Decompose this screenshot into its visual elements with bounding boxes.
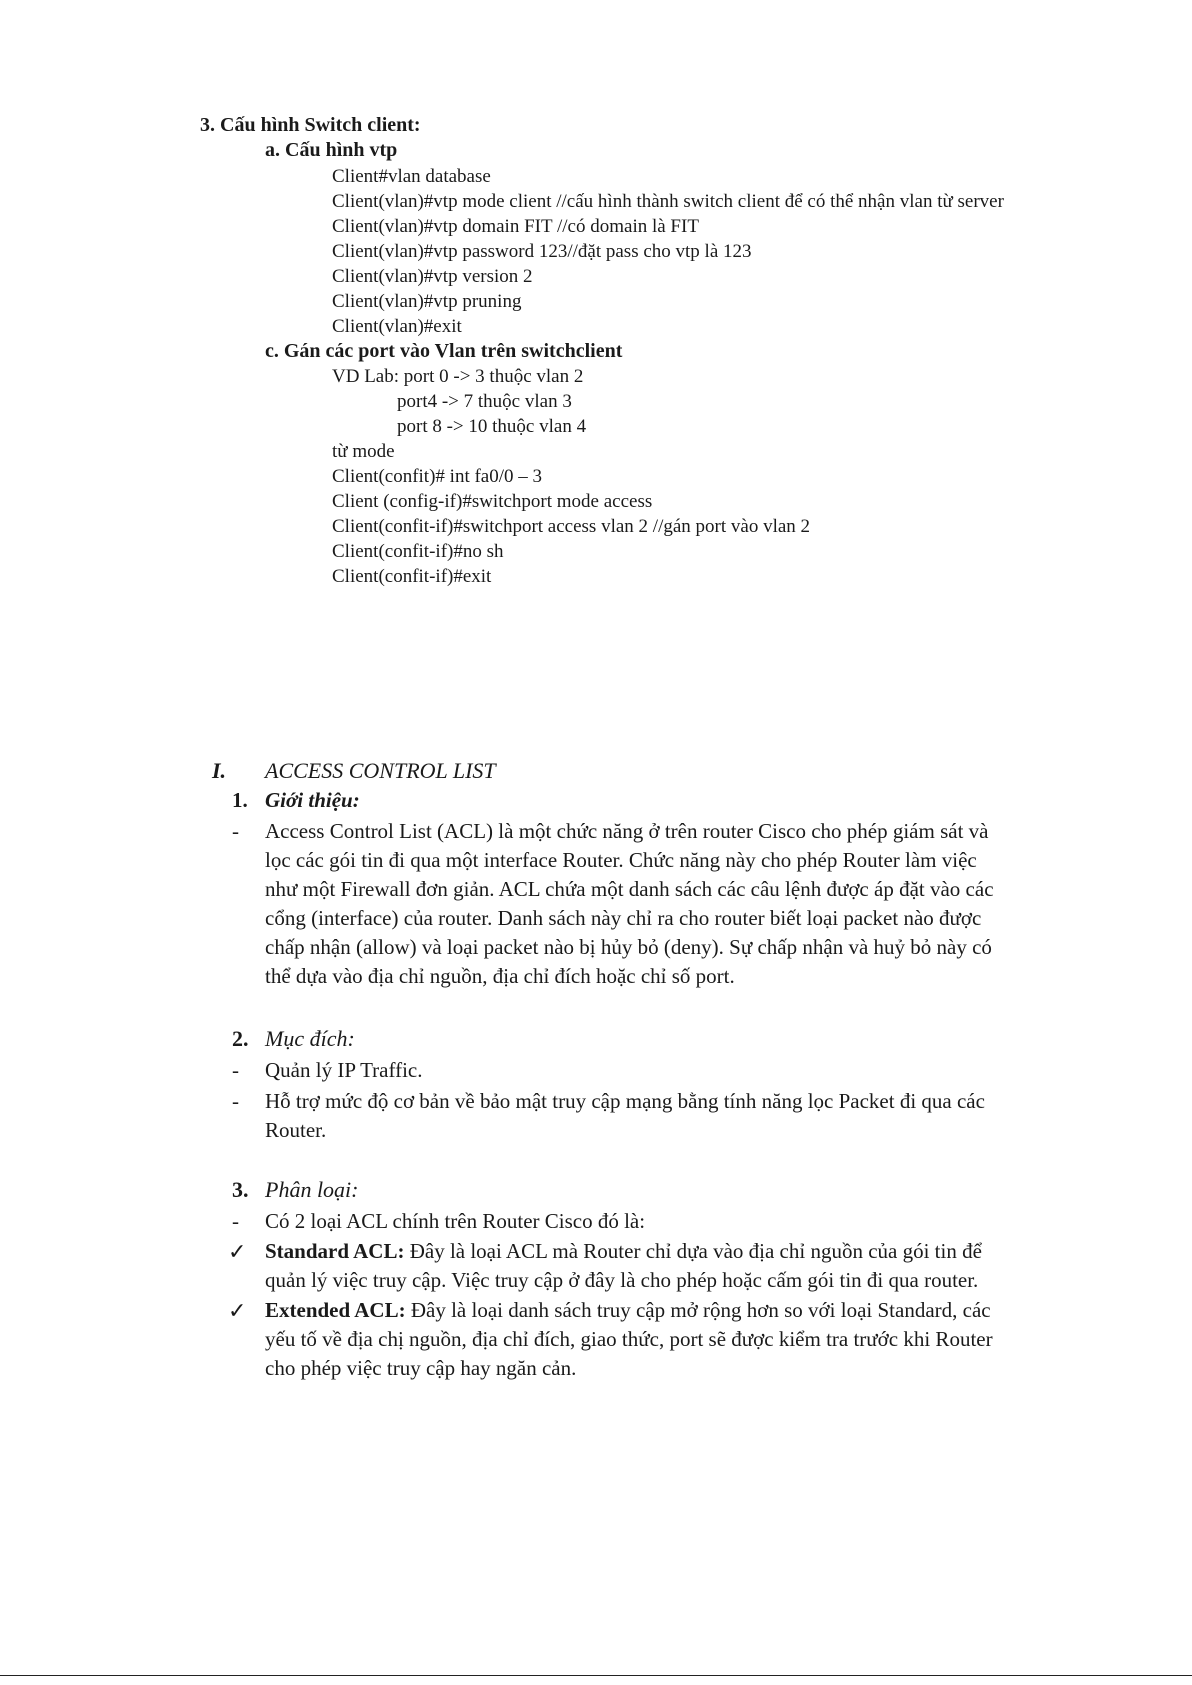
- vtp-line: Client(vlan)#vtp mode client //cấu hình thành switch client để có thể nhận vlan từ server: [332, 191, 1004, 212]
- cmd-line: Client (config-if)#switchport mode access: [332, 491, 653, 512]
- acl-title: ACCESS CONTROL LIST: [265, 758, 496, 783]
- intro-line: thể dựa vào địa chỉ nguồn, địa chỉ đích hoặc chỉ số port.: [265, 964, 735, 988]
- checkmark-icon: ✓: [228, 1239, 247, 1264]
- purpose-item: Quản lý IP Traffic.: [265, 1058, 423, 1082]
- vtp-line: Client(vlan)#vtp pruning: [332, 291, 522, 312]
- standard-acl-item: [265, 1237, 1107, 1295]
- vtp-line: Client(vlan)#exit: [332, 316, 462, 337]
- sub-a-heading: a. Cấu hình vtp: [265, 139, 398, 161]
- intro-line: chấp nhận (allow) và loại packet nào bị hủy bỏ (deny). Sự chấp nhận và huỷ bỏ này có: [265, 935, 992, 959]
- purpose-line: Router.: [265, 1118, 327, 1142]
- standard-line: [265, 1237, 1107, 1266]
- intro-line: cổng (interface) của router. Danh sách này chỉ ra cho router biết loại packet nào được: [265, 906, 982, 930]
- extended-acl-text: Đây là loại danh sách truy cập mở rộng hơn so với loại Standard, các: [405, 1298, 991, 1322]
- acl-roman-numeral: I.: [212, 758, 227, 783]
- section3-title: 3. Cấu hình Switch client:: [200, 114, 421, 136]
- intro-line: lọc các gói tin đi qua một interface Router. Chức năng này cho phép Router làm việc: [265, 848, 977, 872]
- bullet-dash: -: [232, 819, 239, 843]
- vtp-line: Client(vlan)#vtp version 2: [332, 266, 533, 287]
- extended-acl-label: Extended ACL:: [265, 1298, 406, 1322]
- port-line: port 8 -> 10 thuộc vlan 4: [397, 416, 587, 437]
- purpose-number: 2.: [232, 1026, 249, 1051]
- cmd-line: Client(confit-if)#no sh: [332, 541, 504, 562]
- bullet-dash: -: [232, 1209, 239, 1233]
- bullet-dash: -: [232, 1089, 239, 1113]
- purpose-line: Hỗ trợ mức độ cơ bản về bảo mật truy cập mạng bằng tính năng lọc Packet đi qua các: [265, 1089, 985, 1113]
- vd-lab-line: VD Lab: port 0 -> 3 thuộc vlan 2: [332, 366, 584, 387]
- port-line: port4 -> 7 thuộc vlan 3: [397, 391, 572, 412]
- extended-line: cho phép việc truy cập hay ngăn cản.: [265, 1356, 577, 1380]
- purpose-item-2: [265, 1087, 1107, 1145]
- extended-acl-item: [265, 1296, 1107, 1383]
- bullet-dash: -: [232, 1058, 239, 1082]
- standard-acl-text: Đây là loại ACL mà Router chỉ dựa vào địa chỉ nguồn của gói tin để: [404, 1239, 982, 1263]
- page-bottom-rule: [0, 1675, 1192, 1676]
- checkmark-icon: ✓: [228, 1298, 247, 1323]
- intro-paragraph: [265, 817, 1107, 991]
- extended-line: yếu tố về địa chị nguồn, địa chỉ đích, giao thức, port sẽ được kiểm tra trước khi Router: [265, 1327, 993, 1351]
- types-number: 3.: [232, 1177, 249, 1202]
- cmd-line: Client(confit-if)#exit: [332, 566, 492, 587]
- purpose-heading: Mục đích:: [265, 1026, 355, 1051]
- cmd-line: Client(confit)# int fa0/0 – 3: [332, 466, 543, 487]
- cmd-line: Client(confit-if)#switchport access vlan 2 //gán port vào vlan 2: [332, 516, 811, 537]
- types-intro: Có 2 loại ACL chính trên Router Cisco đó là:: [265, 1209, 646, 1233]
- intro-line: Access Control List (ACL) là một chức năng ở trên router Cisco cho phép giám sát và: [265, 819, 989, 843]
- sub-c-heading: c. Gán các port vào Vlan trên switchclient: [265, 340, 623, 362]
- vtp-line: Client(vlan)#vtp domain FIT //có domain là FIT: [332, 216, 699, 237]
- standard-acl-label: Standard ACL:: [265, 1239, 405, 1263]
- types-heading: Phân loại:: [265, 1177, 359, 1202]
- intro-number: 1.: [232, 788, 248, 812]
- intro-line: như một Firewall đơn giản. ACL chứa một danh sách các câu lệnh được áp đặt vào các: [265, 877, 994, 901]
- extended-line: [265, 1296, 1107, 1325]
- cmd-line: từ mode: [332, 441, 395, 462]
- intro-heading: Giới thiệu:: [265, 788, 360, 812]
- standard-line: quản lý việc truy cập. Việc truy cập ở đây là cho phép hoặc cấm gói tin đi qua router.: [265, 1268, 979, 1292]
- vtp-line: Client#vlan database: [332, 166, 491, 187]
- vtp-line: Client(vlan)#vtp password 123//đặt pass cho vtp là 123: [332, 241, 752, 262]
